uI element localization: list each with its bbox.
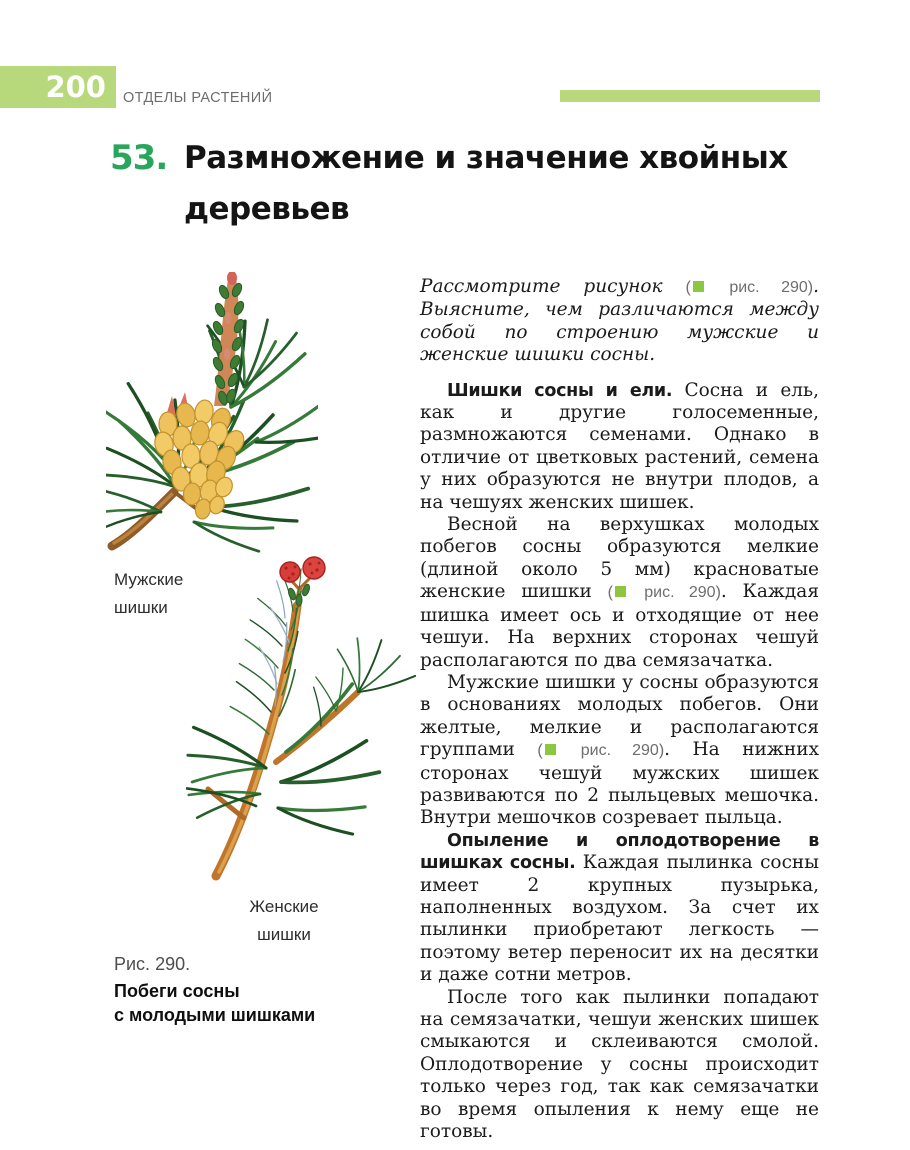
caption-title-line1: Побеги сосны	[114, 981, 240, 1001]
para-male-cones: Мужские шишки у сосны образуются в основаниях молодых побегов. Они желтые, мелкие и располагаются группами ( рис. 290). На нижних сторонах чешуй мужских шишек развиваются по 2 пыльцевых мешочка. Внутри мешочков созревает пыльца.	[420, 671, 820, 829]
female-label-line2: шишки	[257, 925, 311, 944]
male-cones-illustration	[106, 272, 318, 560]
figure-marker-icon	[693, 281, 704, 292]
intro-task: Рассмотрите рисунок ( рис. 290). Выясните, чем различаются между собой по строению мужские и женские шишки сосны.	[420, 276, 819, 366]
article-text	[420, 276, 819, 1143]
section-number: 53.	[110, 138, 168, 178]
female-cones-illustration	[186, 556, 421, 884]
paragraph-lead: Шишки сосны и ели.	[447, 380, 685, 401]
para-pollination: Опыление и оплодотворение в шишках сосны. Каждая пылинка сосны имеет 2 крупных пузырька, наполненных воздухом. За счет их пылинки приобретают легкость — поэтому ветер переносит их на десятки и даже сотни метров.	[420, 830, 819, 986]
paragraph-lead: Опыление и оплодотворение в шишках сосны.	[420, 830, 819, 874]
female-label-line1: Женские	[249, 897, 319, 916]
figure-caption-title	[114, 979, 364, 1027]
figure-reference: ( рис. 290)	[685, 279, 814, 296]
figure-reference: ( рис. 290)	[607, 584, 721, 602]
figure-marker-icon	[545, 744, 556, 755]
figure-marker-icon	[615, 586, 626, 597]
figure-caption-number: Рис. 290.	[114, 954, 191, 974]
header-accent-bar	[560, 90, 820, 102]
female-cones-label	[214, 893, 354, 949]
section-title-block	[110, 133, 810, 235]
para-female-cones: Весной на верхушках молодых побегов сосны образуются мелкие (длиной около 5 мм) красноватые женские шишки ( рис. 290). Каждая шишка имеет ось и отходящие от нее чешуи. На верхних сторонах чешуй располагаются по два семязачатка.	[420, 514, 820, 671]
male-label-line1: Мужские	[114, 570, 184, 589]
running-title: ОТДЕЛЫ РАСТЕНИЙ	[123, 90, 273, 106]
male-label-line2: шишки	[114, 598, 168, 617]
para-fertilization: После того как пылинки попадают на семязачатки, чешуи женских шишек смыкаются и склеиваются смолой. Оплодотворение у сосны происходит только через год, так как семязачатки во время опыления к нему еще не готовы.	[420, 986, 819, 1143]
section-title: Размножение и значение хвойных деревьев	[184, 140, 788, 227]
page-number-badge	[0, 66, 116, 108]
para-pine-spruce-cones: Шишки сосны и ели. Сосна и ель, как и другие голосеменные, размножаются семенами. Однако в отличие от цветковых растений, семена у них образуются не внутри плодов, а на чешуях женских шишек.	[420, 379, 819, 513]
figure-reference: ( рис. 290)	[537, 742, 665, 760]
page-number: 200	[45, 70, 106, 104]
caption-title-line2: с молодыми шишками	[114, 1005, 316, 1025]
figure-caption	[114, 953, 364, 1027]
